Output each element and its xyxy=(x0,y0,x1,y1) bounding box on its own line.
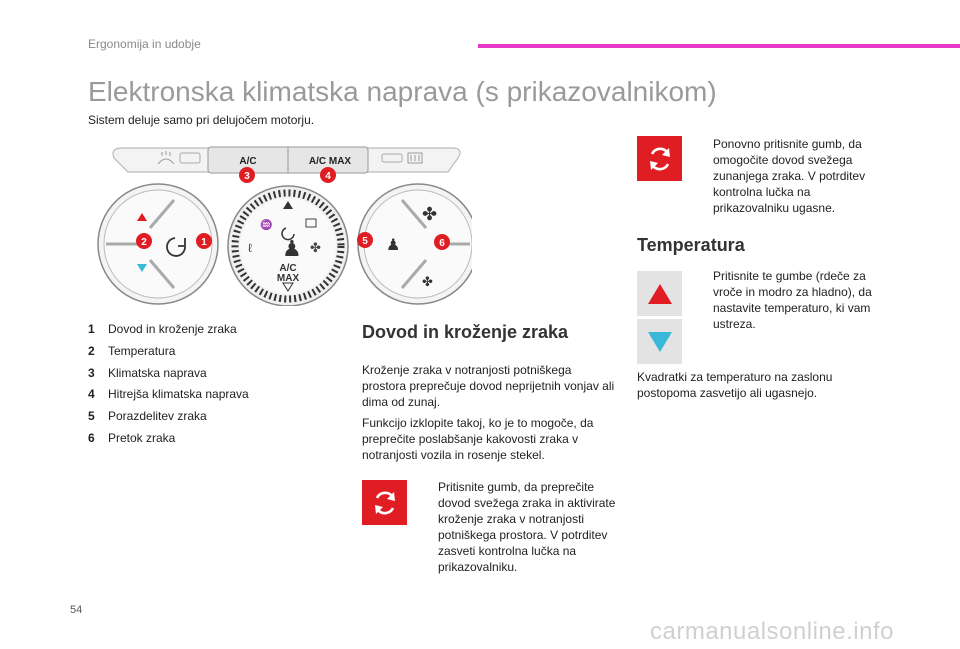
section-header: Ergonomija in udobje xyxy=(88,37,201,51)
air-intake-paragraph-1: Kroženje zraka v notranjosti potniškega prostora preprečuje dovod neprijetnih vonjav ali dima od zunaj. xyxy=(362,363,615,409)
watermark: carmanualsonline.info xyxy=(650,618,894,645)
air-intake-heading: Dovod in kroženje zraka xyxy=(362,322,569,342)
recirculation-button-image-2 xyxy=(637,136,682,181)
bullet-marker xyxy=(695,268,713,332)
callout-5 xyxy=(357,232,373,248)
svg-text:3: 3 xyxy=(244,171,250,182)
recirculation-icon xyxy=(370,488,400,518)
callout-2 xyxy=(136,233,152,249)
temp-cold-button-image xyxy=(637,319,682,364)
legend-list xyxy=(88,322,348,453)
ac-max-button-label: A/C MAX xyxy=(308,156,352,167)
temperature-instruction: Pritisnite te gumbe (rdeče za vroče in modro za hladno), da nastavite temperaturo, ki vam ustreza. xyxy=(695,268,880,332)
svg-text:♒: ♒ xyxy=(260,220,273,231)
svg-text:ℓ: ℓ xyxy=(248,241,252,255)
callout-1 xyxy=(196,233,212,249)
header-accent-bar xyxy=(478,44,960,48)
svg-text:♟: ♟ xyxy=(282,236,302,261)
dial-max-label: MAX xyxy=(276,273,300,284)
triangle-down-icon xyxy=(647,331,673,353)
legend-item: 2 Temperatura xyxy=(88,343,176,358)
bullet-marker xyxy=(420,479,438,575)
bullet-marker xyxy=(695,136,713,216)
svg-text:4: 4 xyxy=(325,171,331,182)
svg-text:6: 6 xyxy=(439,238,445,249)
svg-text:1: 1 xyxy=(201,237,207,248)
legend-item: 6 Pretok zraka xyxy=(88,430,176,445)
recirculation-icon xyxy=(645,144,675,174)
fan-high-icon: ✤ xyxy=(422,204,438,225)
temperature-heading: Temperatura xyxy=(637,235,745,255)
recirculation-off-instruction: Ponovno pritisnite gumb, da omogočite dovod svežega zunanjega zraka. V potrditev kontrolna lučka na prikazovalniku ugasne. xyxy=(695,136,875,216)
legend-item: 5 Porazdelitev zraka xyxy=(88,409,207,424)
right-knob xyxy=(358,184,472,304)
page-number: 54 xyxy=(70,604,83,616)
recirculation-button-image xyxy=(362,480,407,525)
center-display-dial xyxy=(228,186,348,306)
callout-3 xyxy=(239,167,255,183)
temperature-note: Kvadratki za temperaturo na zaslonu postopoma zasvetijo ali ugasnejo. xyxy=(637,370,833,400)
legend-item: 3 Klimatska naprava xyxy=(88,365,207,380)
svg-text:✤: ✤ xyxy=(310,241,321,256)
triangle-up-icon xyxy=(647,283,673,305)
air-intake-paragraph-2: Funkcijo izklopite takoj, ko je to mogoče, da preprečite poslabšanje kakovosti zraka v notranjosti vozila in rosenje stekel. xyxy=(362,416,594,462)
callout-6 xyxy=(434,234,450,250)
temp-hot-button-image xyxy=(637,271,682,316)
svg-text:2: 2 xyxy=(141,237,147,248)
svg-text:5: 5 xyxy=(362,236,368,247)
ac-button-label: A/C xyxy=(239,156,257,167)
climate-control-panel-illustration xyxy=(92,136,472,306)
legend-item: 4 Hitrejša klimatska naprava xyxy=(88,387,249,402)
page-title: Elektronska klimatska naprava (s prikazovalnikom) xyxy=(88,76,717,107)
callout-4 xyxy=(320,167,336,183)
legend-item: 1 Dovod in kroženje zraka xyxy=(88,322,237,336)
intro-text: Sistem deluje samo pri delujočem motorju. xyxy=(88,113,315,127)
fan-low-icon: ✤ xyxy=(422,275,433,290)
air-distribution-icon: ♟ xyxy=(386,235,401,254)
recirculation-on-instruction: Pritisnite gumb, da preprečite dovod svežega zraka in aktivirate kroženje zraka v notranjosti potniškega prostora. V potrditev zasveti kontrolna lučka na prikazovalniku. xyxy=(420,479,620,575)
dial-ac-label: A/C xyxy=(279,263,297,274)
